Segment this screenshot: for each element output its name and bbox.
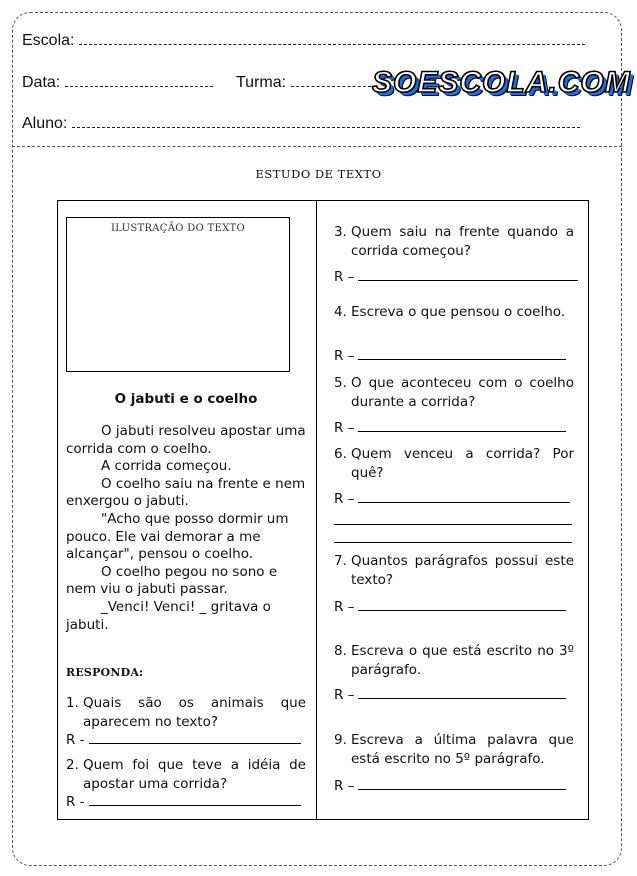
- question-7: [334, 552, 574, 589]
- illustration-label: ILUSTRAÇÃO DO TEXTO: [110, 223, 246, 234]
- answer-6[interactable]: [334, 490, 570, 507]
- question-number: 3.: [334, 224, 347, 240]
- answer-line[interactable]: [358, 490, 570, 503]
- question-4: [334, 303, 574, 322]
- answer-8[interactable]: [334, 686, 566, 703]
- answer-line[interactable]: [358, 777, 566, 790]
- story-title: O jabuti e o coelho: [114, 391, 258, 407]
- answer-line-extra[interactable]: [334, 542, 572, 543]
- story-paragraph: O coelho pegou no sono e nem viu o jabuti passar.: [66, 563, 278, 598]
- question-number: 7.: [334, 553, 347, 569]
- data-blank[interactable]: [65, 76, 213, 87]
- answer-line[interactable]: [89, 731, 301, 744]
- header-separator: [12, 146, 622, 147]
- turma-blank[interactable]: [291, 76, 371, 87]
- story-text: [66, 423, 306, 634]
- answer-9[interactable]: [334, 777, 566, 794]
- answer-5[interactable]: [334, 419, 566, 436]
- data-label: Data:: [22, 74, 61, 91]
- question-text: Quais são os animais que aparecem no texto?: [83, 695, 306, 730]
- escola-field[interactable]: [22, 32, 585, 50]
- column-divider: [316, 200, 317, 820]
- answer-prefix: R –: [334, 778, 355, 794]
- question-9: [334, 731, 574, 768]
- question-number: 6.: [334, 446, 347, 462]
- answer-line[interactable]: [358, 686, 566, 699]
- story-paragraph: _Venci! Venci! _ gritava o jabuti.: [66, 598, 271, 633]
- question-1: [66, 694, 306, 731]
- answer-7[interactable]: [334, 598, 566, 615]
- question-text: Escreva o que pensou o coelho.: [351, 304, 566, 320]
- answer-line-extra[interactable]: [334, 524, 572, 525]
- answer-line[interactable]: [358, 419, 566, 432]
- question-number: 4.: [334, 304, 347, 320]
- question-number: 1.: [66, 695, 79, 711]
- aluno-label: Aluno:: [22, 115, 68, 132]
- answer-4[interactable]: [334, 347, 566, 364]
- question-number: 2.: [66, 757, 79, 773]
- answer-1[interactable]: [66, 731, 301, 748]
- story-paragraph: O coelho saiu na frente e nem enxergou o jabuti.: [66, 475, 306, 510]
- question-5: [334, 374, 574, 411]
- question-number: 5.: [334, 375, 347, 391]
- escola-blank[interactable]: [79, 34, 585, 45]
- story-paragraph: "Acho que posso dormir um pouco. Ele vai demorar a me alcançar", pensou o coelho.: [66, 510, 289, 563]
- answer-prefix: R –: [334, 269, 355, 285]
- story-paragraph: A corrida começou.: [101, 458, 232, 475]
- answer-2[interactable]: [66, 793, 301, 810]
- answer-line[interactable]: [358, 268, 578, 281]
- soescola-logo: SOESCOLA.COM: [372, 66, 631, 99]
- answer-prefix: R –: [334, 420, 355, 436]
- question-text: Quem saiu na frente quando a corrida começou?: [351, 224, 574, 259]
- question-number: 8.: [334, 643, 347, 659]
- answer-prefix: R -: [66, 794, 85, 810]
- aluno-blank[interactable]: [72, 117, 580, 128]
- answer-prefix: R –: [334, 687, 355, 703]
- question-text: Escreva o que está escrito no 3º parágrafo.: [351, 643, 574, 678]
- answer-line[interactable]: [358, 347, 566, 360]
- answer-prefix: R –: [334, 491, 355, 507]
- story-paragraph: O jabuti resolveu apostar uma corrida com o coelho.: [66, 423, 306, 457]
- escola-label: Escola:: [22, 32, 75, 49]
- turma-field[interactable]: [236, 74, 371, 92]
- question-2: [66, 756, 306, 793]
- question-text: O que aconteceu com o coelho durante a corrida?: [351, 375, 574, 410]
- question-text: Quem foi que teve a idéia de apostar uma corrida?: [83, 757, 306, 792]
- data-field[interactable]: [22, 74, 213, 92]
- question-text: Quem venceu a corrida? Por quê?: [351, 446, 574, 481]
- question-text: Escreva a última palavra que está escrito no 5º parágrafo.: [351, 732, 574, 767]
- answer-line[interactable]: [89, 793, 301, 806]
- responda-heading: RESPONDA:: [66, 666, 144, 679]
- turma-label: Turma:: [236, 74, 287, 91]
- answer-prefix: R –: [334, 599, 355, 615]
- question-text: Quantos parágrafos possui este texto?: [351, 553, 574, 588]
- question-number: 9.: [334, 732, 347, 748]
- aluno-field[interactable]: [22, 115, 580, 133]
- question-8: [334, 642, 574, 679]
- answer-3[interactable]: [334, 268, 578, 285]
- question-6: [334, 445, 574, 482]
- illustration-box[interactable]: [66, 217, 290, 372]
- answer-line[interactable]: [358, 598, 566, 611]
- page-title: ESTUDO DE TEXTO: [255, 167, 382, 181]
- answer-prefix: R –: [334, 348, 355, 364]
- question-3: [334, 223, 574, 260]
- answer-prefix: R -: [66, 732, 85, 748]
